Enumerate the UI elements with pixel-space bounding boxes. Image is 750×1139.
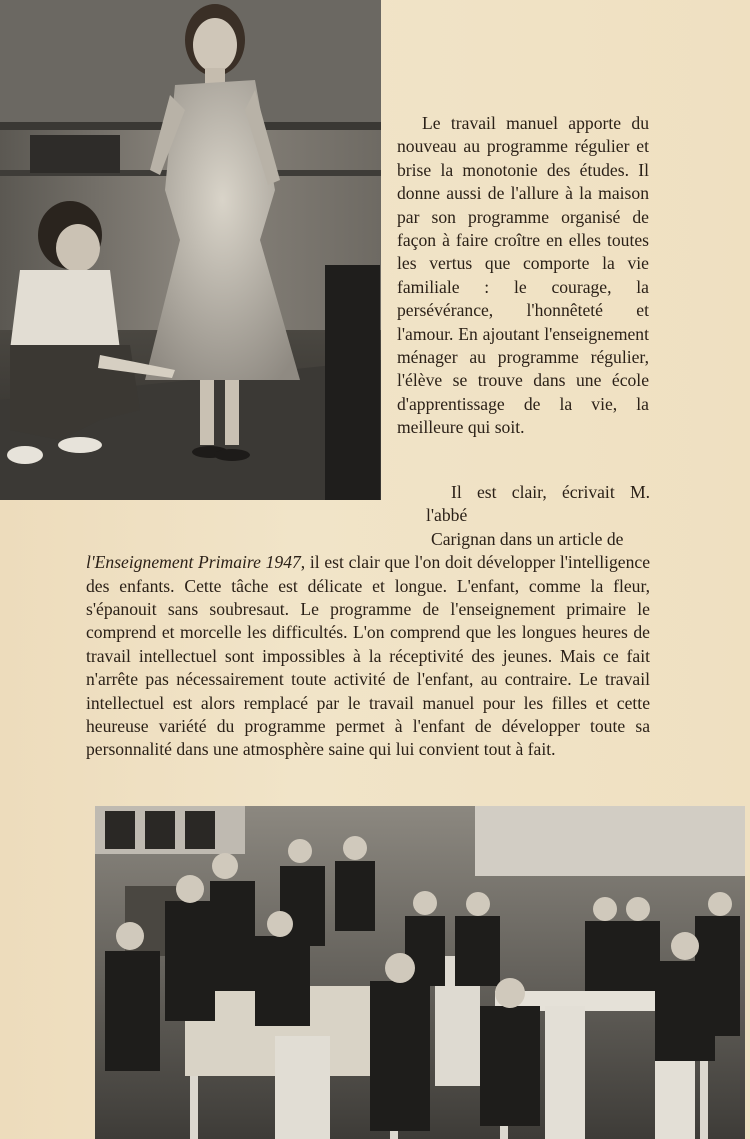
lead-line-2: Carignan dans un article de [431, 528, 624, 549]
photo-dress-fitting-icon [0, 0, 381, 500]
photo-dress-fitting [0, 0, 381, 500]
photo-classroom-meal-icon [95, 806, 745, 1139]
photo-classroom-meal [95, 806, 745, 1139]
lead-body: , il est clair que l'on doit développer l'intelligence des enfants. Cette tâche est délicate et longue. L'enfant, comme la fleur, s'épanouit sans soubresaut. Le programme de l'enseignement primaire le comprend et morcelle les difficultés. L'on comprend que les longues heures de travail intellectuel sont impossibles à la réceptivité des jeunes. Mais ce fait n'arrête pas nécessairement toute activité de l'enfant, au contraire. Le travail intellectuel est alors remplacé par le travail manuel pour les filles et cette heureuse variété du programme permet à l'enfant de développer toute sa personnalité dans une atmosphère saine qui lui convient tout à fait. [86, 552, 651, 760]
body-paragraph-1: Le travail manuel apporte du nouveau au programme régulier et brise la monotonie des études. Il donne aussi de l'allure à la maison par son programme organisé de façon à faire croître en elles toutes les vertus que comporte la vie familiale : le courage, la persévérance, l'honnêteté et l'amour. En ajoutant l'enseignement ménager au programme régulier, l'élève se trouve dans une école d'apprentissage de la vie, la meilleure qui soit. [397, 113, 649, 438]
lead-line-1: Il est clair, écrivait M. l'abbé [426, 482, 650, 526]
column-paragraph [397, 112, 649, 440]
body-paragraph-2 [86, 481, 650, 762]
citation-title: l'Enseignement Primaire 1947 [86, 552, 301, 573]
